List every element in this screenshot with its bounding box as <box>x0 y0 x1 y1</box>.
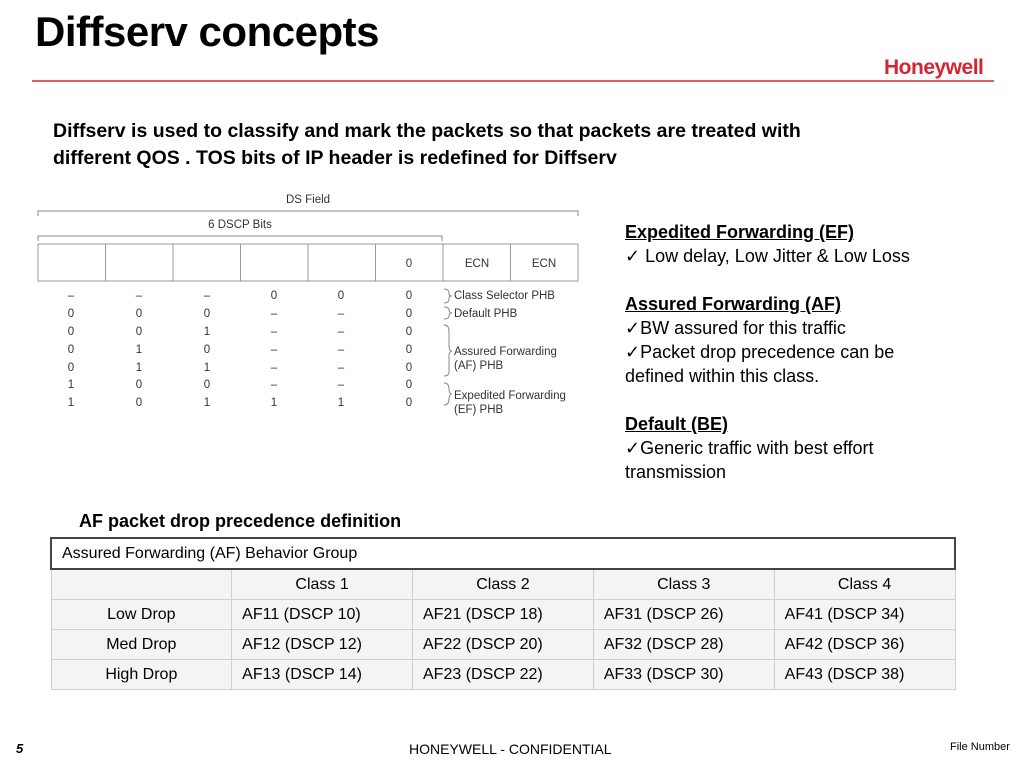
af-cell: AF21 (DSCP 18) <box>413 600 594 630</box>
intro-text <box>53 118 953 172</box>
af-column-header: Class 4 <box>774 569 955 600</box>
bit: 1 <box>203 362 211 374</box>
bit: – <box>337 344 345 356</box>
bit: 0 <box>67 326 75 338</box>
brace <box>444 289 452 303</box>
ds-field-diagram <box>30 190 590 420</box>
bit: 1 <box>135 344 143 356</box>
bit: 0 <box>135 308 143 320</box>
bit: 1 <box>67 379 75 391</box>
brace <box>444 307 452 319</box>
be-point: transmission <box>625 462 727 482</box>
bit: 0 <box>67 362 75 374</box>
af-cell: AF11 (DSCP 10) <box>232 600 413 630</box>
bit: – <box>337 362 345 374</box>
bit: – <box>270 308 278 320</box>
bit: 0 <box>405 290 413 302</box>
be-heading: Default (BE) <box>625 414 728 434</box>
bit: 0 <box>405 344 413 356</box>
bit: 0 <box>67 344 75 356</box>
dscp-bracket <box>38 236 442 241</box>
brace <box>444 383 452 405</box>
phb-label-default: Default PHB <box>454 308 518 320</box>
ds-field-label: DS Field <box>285 194 331 206</box>
af-group-row <box>51 538 955 569</box>
table-row <box>51 600 955 630</box>
bit: 0 <box>270 290 278 302</box>
af-table <box>50 537 956 690</box>
af-cell: AF32 (DSCP 28) <box>593 630 774 660</box>
ds-cell <box>173 244 241 281</box>
bit: 0 <box>203 308 211 320</box>
table-row <box>51 630 955 660</box>
intro-line: Diffserv is used to classify and mark the packets so that packets are treated with <box>53 120 801 142</box>
ds-cell <box>308 244 376 281</box>
af-column-header: Class 1 <box>232 569 413 600</box>
phb-notes <box>625 220 1015 508</box>
af-point: ✓Packet drop precedence can be <box>625 342 895 362</box>
ds-cell-text: 0 <box>405 258 413 270</box>
phb-braces <box>444 289 452 405</box>
bit: 1 <box>270 397 278 409</box>
ds-cell <box>38 244 106 281</box>
title-divider <box>32 80 994 82</box>
bit: – <box>270 379 278 391</box>
bit: 0 <box>405 379 413 391</box>
bit: – <box>270 362 278 374</box>
be-block <box>625 412 1015 484</box>
phb-label-ef: (EF) PHB <box>454 404 504 416</box>
bit: 0 <box>135 397 143 409</box>
af-cell: AF22 (DSCP 20) <box>413 630 594 660</box>
bit: 1 <box>337 397 345 409</box>
bit: 0 <box>203 379 211 391</box>
af-heading: Assured Forwarding (AF) <box>625 294 842 314</box>
af-cell: AF23 (DSCP 22) <box>413 660 594 690</box>
af-table-title: AF packet drop precedence definition <box>79 511 402 531</box>
file-number: File Number <box>950 741 1010 753</box>
confidential-label: HONEYWELL - CONFIDENTIAL <box>409 741 612 757</box>
bit: 0 <box>337 290 345 302</box>
af-cell: AF12 (DSCP 12) <box>232 630 413 660</box>
ef-point: ✓ Low delay, Low Jitter & Low Loss <box>625 246 910 266</box>
phb-label-af: (AF) PHB <box>454 360 504 372</box>
af-column-header: Class 3 <box>593 569 774 600</box>
be-point: ✓Generic traffic with best effort <box>625 438 874 458</box>
intro-line: different QOS . TOS bits of IP header is redefined for Diffserv <box>53 147 617 169</box>
af-header-row <box>51 569 955 600</box>
table-row <box>51 660 955 690</box>
bit: 1 <box>203 397 211 409</box>
af-group-label: Assured Forwarding (AF) Behavior Group <box>51 538 955 569</box>
af-cell: AF41 (DSCP 34) <box>774 600 955 630</box>
bit: 0 <box>67 308 75 320</box>
row-label: Med Drop <box>51 630 232 660</box>
honeywell-logo: Honeywell <box>884 56 984 79</box>
af-cell: AF43 (DSCP 38) <box>774 660 955 690</box>
ef-block <box>625 220 1015 268</box>
bit: 0 <box>405 308 413 320</box>
ef-heading: Expedited Forwarding (EF) <box>625 222 855 242</box>
bit: – <box>135 290 143 302</box>
bit: – <box>337 326 345 338</box>
bit: 0 <box>203 344 211 356</box>
phb-label-ef: Expedited Forwarding <box>454 390 566 402</box>
af-cell: AF42 (DSCP 36) <box>774 630 955 660</box>
ds-cell-text: ECN <box>464 258 490 270</box>
af-cell: AF13 (DSCP 14) <box>232 660 413 690</box>
af-point: ✓BW assured for this traffic <box>625 318 846 338</box>
bit: – <box>337 379 345 391</box>
bit: – <box>203 290 211 302</box>
ds-cell <box>106 244 174 281</box>
bit: – <box>67 290 75 302</box>
bit: 1 <box>67 397 75 409</box>
bit: 1 <box>135 362 143 374</box>
bit: 0 <box>135 379 143 391</box>
bit: – <box>337 308 345 320</box>
bit: 0 <box>405 362 413 374</box>
af-cell: AF33 (DSCP 30) <box>593 660 774 690</box>
ds-cell-text: ECN <box>531 258 557 270</box>
brace <box>444 325 452 376</box>
bit: – <box>270 326 278 338</box>
bit: 1 <box>203 326 211 338</box>
bit: 0 <box>405 397 413 409</box>
ds-field-bracket <box>38 211 578 216</box>
phb-label-af: Assured Forwarding <box>454 346 557 358</box>
af-cell: AF31 (DSCP 26) <box>593 600 774 630</box>
row-label: Low Drop <box>51 600 232 630</box>
bit: – <box>270 344 278 356</box>
bit-rows <box>68 290 412 409</box>
page-number: 5 <box>16 741 24 756</box>
row-label: High Drop <box>51 660 232 690</box>
bit: 0 <box>135 326 143 338</box>
af-block <box>625 292 1015 388</box>
ds-header-cells <box>38 244 578 281</box>
af-point: defined within this class. <box>625 366 820 386</box>
bit: 0 <box>405 326 413 338</box>
dscp-label: 6 DSCP Bits <box>208 219 272 231</box>
slide-title: Diffserv concepts <box>35 8 379 55</box>
af-column-header: Class 2 <box>413 569 594 600</box>
ds-cell <box>241 244 309 281</box>
af-header-empty <box>51 569 232 600</box>
phb-label-class-selector: Class Selector PHB <box>454 290 555 302</box>
